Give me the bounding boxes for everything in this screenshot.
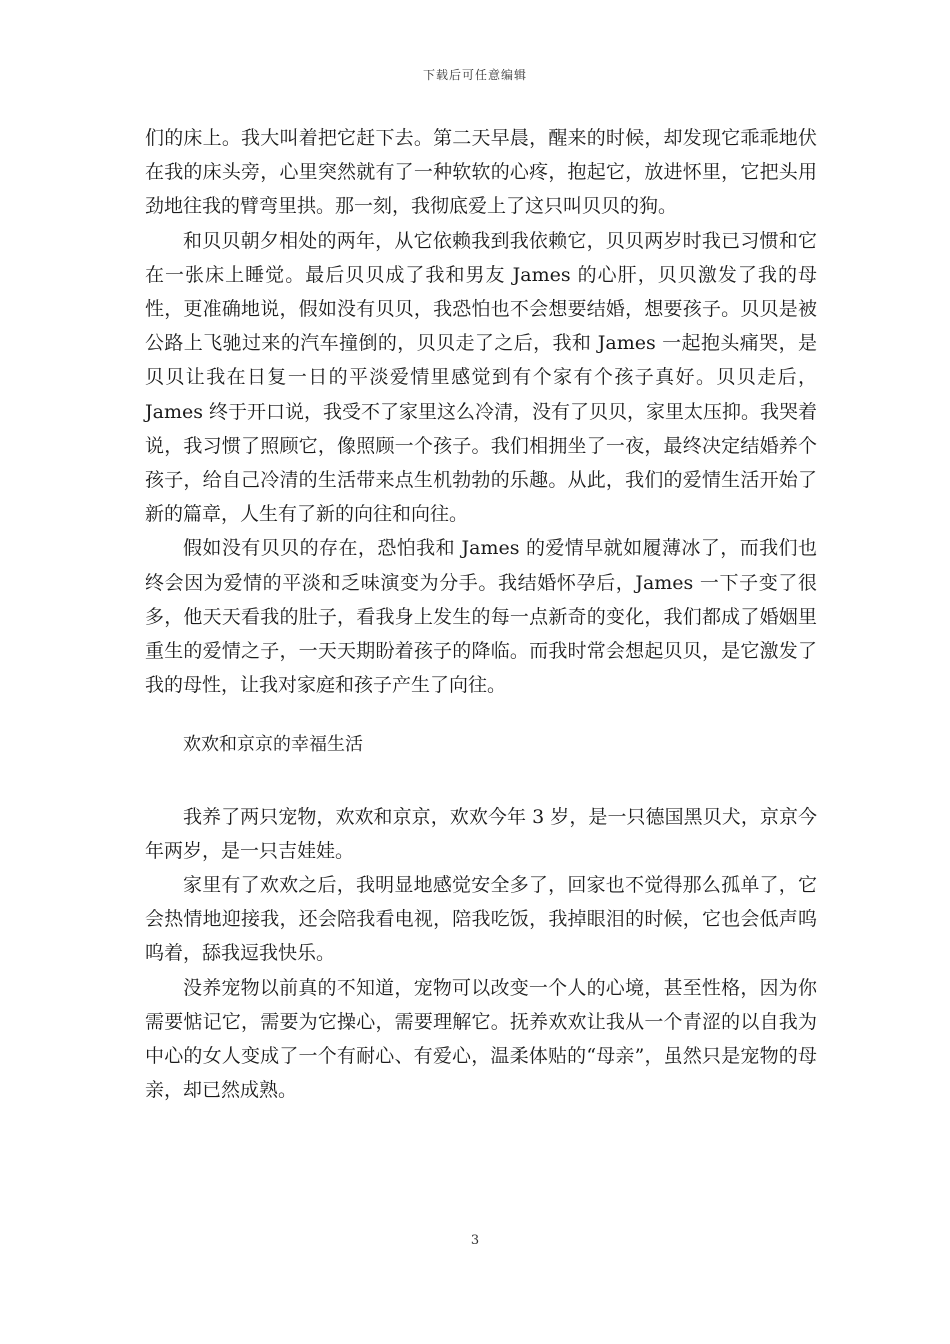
document-body <box>145 121 817 1107</box>
paragraph-huanhuan-home: 家里有了欢欢之后，我明显地感觉安全多了，回家也不觉得那么孤单了，它会热情地迎接我，还会陪我看电视，陪我吃饭，我掉眼泪的时候，它也会低声呜呜着，舔我逗我快乐。 <box>145 874 817 965</box>
page-header: 下载后可任意编辑 <box>422 68 527 82</box>
paragraph-continued: 们的床上。我大叫着把它赶下去。第二天早晨，醒来的时候，却发现它乖乖地伏在我的床头旁，心里突然就有了一种软软的心疼，抱起它，放进怀里，它把头用劲地往我的臂弯里拱。那一刻，我彻底爱上了这只叫贝贝的狗。 <box>145 127 817 218</box>
paragraph-beibei-two-years: 和贝贝朝夕相处的两年，从它依赖我到我依赖它，贝贝两岁时我已习惯和它在一张床上睡觉。最后贝贝成了我和男友 James 的心肝，贝贝激发了我的母性，更准确地说，假如没有贝贝，我恐怕也不会想要结婚，想要孩子。贝贝是被公路上飞驰过来的汽车撞倒的，贝贝走了之后，我和 James 一起抱头痛哭，是贝贝让我在日复一日的平淡爱情里感觉到有个家有个孩子真好。贝贝走后，James 终于开口说，我受不了家里这么冷清，没有了贝贝，家里太压抑。我哭着说，我习惯了照顾它，像照顾一个孩子。我们相拥坐了一夜，最终决定结婚养个孩子，给自己冷清的生活带来点生机勃勃的乐趣。从此，我们的爱情生活开始了新的篇章，人生有了新的向往和向往。 <box>145 229 817 526</box>
page-number: 3 <box>470 1233 480 1248</box>
section-title: 欢欢和京京的幸福生活 <box>183 734 363 756</box>
paragraph-two-pets: 我养了两只宠物，欢欢和京京，欢欢今年 3 岁，是一只德国黑贝犬，京京今年两岁，是一只吉娃娃。 <box>145 805 817 862</box>
paragraph-pet-change: 没养宠物以前真的不知道，宠物可以改变一个人的心境，甚至性格，因为你需要惦记它，需要为它操心，需要理解它。抚养欢欢让我从一个青涩的以自我为中心的女人变成了一个有耐心、有爱心，温柔体贴的“母亲”，虽然只是宠物的母亲，却已然成熟。 <box>145 976 817 1102</box>
paragraph-beibei-existence: 假如没有贝贝的存在，恐怕我和 James 的爱情早就如履薄冰了，而我们也终会因为爱情的平淡和乏味演变为分手。我结婚怀孕后，James 一下子变了很多，他天天看我的肚子，看我身上发生的每一点新奇的变化，我们都成了婚姻里重生的爱情之子，一天天期盼着孩子的降临。而我时常会想起贝贝，是它激发了我的母性，让我对家庭和孩子产生了向往。 <box>145 537 817 697</box>
